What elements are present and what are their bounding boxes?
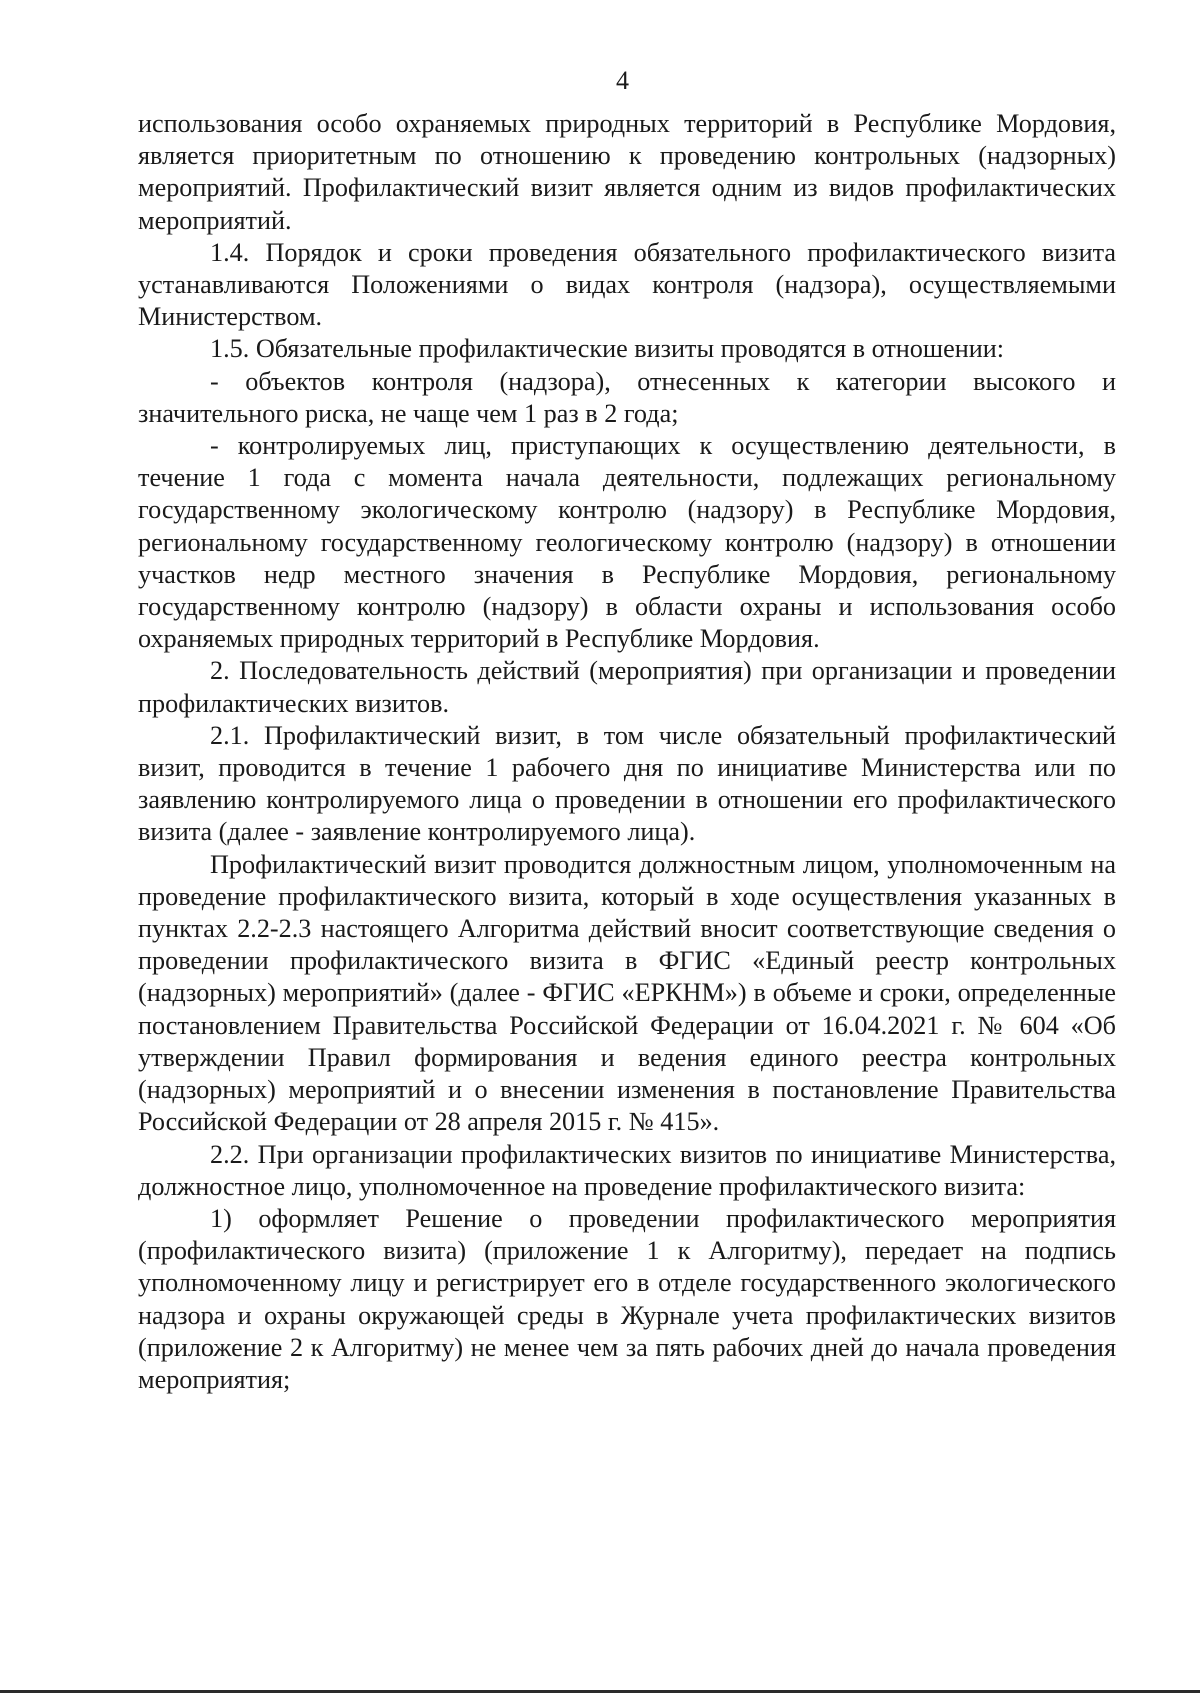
page-number: 4 [616, 66, 629, 95]
list-item-objects: - объектов контроля (надзора), отнесенных к категории высокого и значительного риска, не чаще чем 1 раз в 2 года; [138, 366, 1116, 428]
paragraph-2-2: 2.2. При организации профилактических визитов по инициативе Министерства, должностное лицо, уполномоченное на проведение профилактического визита: [138, 1139, 1116, 1201]
paragraph-continuation: использования особо охраняемых природных территорий в Республике Мордовия, является приоритетным по отношению к проведению контрольных (надзорных) мероприятий. Профилактический визит является одним из видов профилактических мероприятий. [138, 109, 1116, 235]
paragraph-1-5: 1.5. Обязательные профилактические визиты проводятся в отношении: [210, 334, 1005, 364]
document-body [138, 108, 1116, 1396]
paragraph-2: 2. Последовательность действий (мероприятия) при организации и проведении профилактических визитов. [138, 656, 1116, 718]
paragraph-visit-official: Профилактический визит проводится должностным лицом, уполномоченным на проведение профилактического визита, который в ходе осуществления указанных в пунктах 2.2-2.3 настоящего Алгоритма действий вносит соответствующие сведения о проведении профилактического визита в ФГИС «Единый реестр контрольных (надзорных) мероприятий» (далее - ФГИС «ЕРКНМ») в объеме и сроки, определенные постановлением Правительства Российской Федерации от 16.04.2021 г. № 604 «Об утверждении Правил формирования и ведения единого реестра контрольных (надзорных) мероприятий и о внесении изменения в постановление Правительства Российской Федерации от 28 апреля 2015 г. № 415». [138, 849, 1116, 1137]
list-item-controlled-persons: - контролируемых лиц, приступающих к осуществлению деятельности, в течение 1 года с момента начала деятельности, подлежащих региональному государственному экологическому контролю (надзору) в Республике Мордовия, региональному государственному геологическому контролю (надзору) в отношении участков недр местного значения в Республике Мордовия, региональному государственному контролю (надзору) в области охраны и использования особо охраняемых природных территорий в Республике Мордовия. [138, 431, 1116, 654]
list-item-1: 1) оформляет Решение о проведении профилактического мероприятия (профилактического визита) (приложение 1 к Алгоритму), передает на подпись уполномоченному лицу и регистрирует его в отделе государственного экологического надзора и охраны окружающей среды в Журнале учета профилактических визитов (приложение 2 к Алгоритму) не менее чем за пять рабочих дней до начала проведения мероприятия; [138, 1203, 1116, 1394]
scan-edge-line [0, 1690, 1200, 1693]
paragraph-2-1: 2.1. Профилактический визит, в том числе обязательный профилактический визит, проводится в течение 1 рабочего дня по инициативе Министерства или по заявлению контролируемого лица о проведении в отношении его профилактического визита (далее - заявление контролируемого лица). [138, 720, 1116, 847]
paragraph-1-4: 1.4. Порядок и сроки проведения обязательного профилактического визита устанавливаются Положениями о видах контроля (надзора), осуществляемыми Министерством. [138, 237, 1116, 332]
